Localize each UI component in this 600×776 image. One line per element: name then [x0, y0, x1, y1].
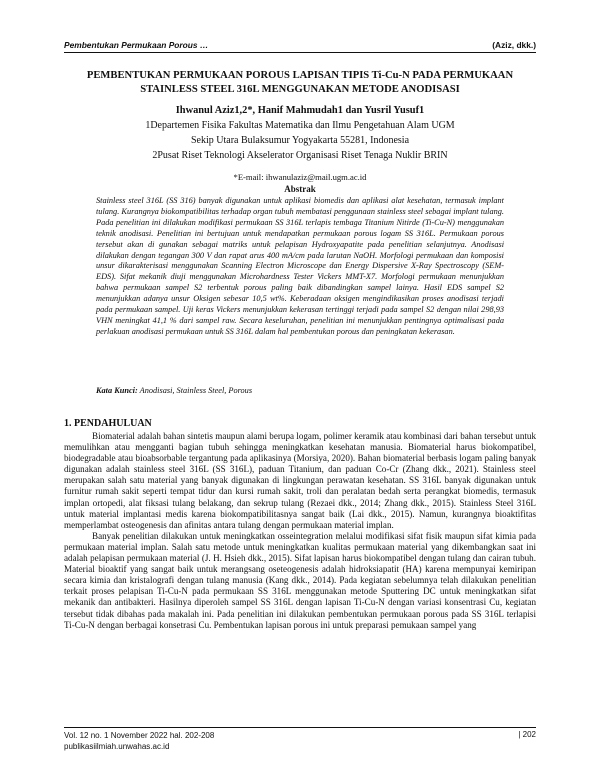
section-body-pendahuluan — [64, 431, 536, 631]
keywords-label: Kata Kunci: — [96, 386, 138, 395]
affiliation-1-line-1: 1Departemen Fisika Fakultas Matematika dan Ilmu Pengetahuan Alam UGM — [145, 120, 455, 131]
affiliation-1-line-2: Sekip Utara Bulaksumur Yogyakarta 55281, Indonesia — [190, 135, 410, 146]
footer-volume: Vol. 12 no. 1 November 2022 hal. 202-208 — [64, 731, 215, 740]
paper-title — [64, 69, 536, 97]
running-header — [64, 40, 536, 53]
footer-divider — [64, 727, 536, 728]
section-heading-pendahuluan: 1. PENDAHULUAN — [64, 418, 152, 429]
paper-title-line-1: PEMBENTUKAN PERMUKAAN POROUS LAPISAN TIPIS Ti-Cu-N PADA PERMUKAAN — [86, 70, 514, 81]
footer-journal-info — [64, 730, 214, 752]
abstract-heading: Abstrak — [284, 184, 316, 194]
author-list: Ihwanul Aziz1,2*, Hanif Mahmudah1 dan Yusril Yusuf1 — [175, 105, 425, 116]
footer-website: publikasiilmiah.unwahas.ac.id — [64, 742, 170, 751]
keywords-value: Anodisasi, Stainless Steel, Porous — [139, 386, 253, 395]
author-email: *E-mail: ihwanulaziz@mail.ugm.ac.id — [233, 172, 367, 182]
paragraph-2: Banyak penelitian dilakukan untuk meningkatkan osseintegration melalui modifikasi sifat fisik maupun sifat kimia pada permukaan material implan. Salah satu metode untuk meningkatkan kualitas permukaan material yang dikembangkan saat ini adalah pelapisan permukaan material (J. H. Hsieh dkk., 2015). Sifat lapisan harus biokompatibel dengan tulang dan cairan tubuh. Material bioaktif yang sangat baik untuk merangsang oseteogenesis adalah hidroksiapatit (HA) karena mempunyai kemiripan secara kimia dan kristalografi dengan tulang manusia (Kang dkk., 2014). Pada kegiatan sebelumnya telah dilakukan penelitian terkait proses pelapisan Ti-Cu-N pada permukaan SS 316L menggunakan metode Sputtering DC untuk meningkatkan sifat mekanik dan antibakteri. Hasilnya diperoleh sampel SS 316L dengan lapisan Ti-Cu-N dengan variasi konsentrasi Cu, kegiatan tersebut tidak dibahas pada makalah ini. Pada penelitian ini dilakukan pembentukan permukaan porous pada SS 316L terlapisi Ti-Cu-N dengan berbagai konsetrasi Cu. Pembentukan lapisan porous ini untuk preparasi pemukaan sampel yang — [64, 530, 536, 630]
keywords — [96, 386, 504, 395]
abstract-text: Stainless steel 316L (SS 316) banyak digunakan untuk aplikasi biomedis dan aplikasi alat kesehatan, termasuk implant tulang. Kurangnya biokompatibilitas terhadap organ tubuh membatasi penggunaan stainless steel sebagai implant tulang. Pada penelitian ini dilakukan modifikasi permukaan SS 316L terlapis tembaga Titanium Nitirde (Ti-Cu-N) menggunakan teknik anodisasi. Penelitian ini bertujuan untuk mendapatkan permukaan porous logam SS 316L. Permukaan porous tersebut akan di gunakan sebagai matriks untuk pelapisan Hydroxyapatite pada penelitian selanjutnya. Anodisasi dilakukan dengan tegangan 300 V dan rapat arus 400 mA/cm pada larutan NaOH. Morfologi permukaan dan komposisi unsur dikarakterisasi menggunakan Scanning Electron Microscope dan Energy Dispersive X-Ray Spectroscopy (SEM-EDS). Sifat mekanik diuji menggunakan Microhardness Tester Vickers MMT-X7. Morfologi permukaan menunjukkan bahwa permukaan sampel S2 terbentuk porous paling baik dibandingkan sampel lainya. Hasil EDS sampel S2 menunjukkan adanya unsur Oksigen sebesar 10,5 wt%. Keberadaan oksigen mengindikasikan proses anodisasi terjadi pada permukaan sampel. Uji keras Vickers menunjukkan kekerasan tertinggi terjadi pada sampel S2 dengan nilai 298,93 VHN meningkat 41,1 % dari sampel raw. Secara keseluruhan, penelitian ini menunjukkan pentingnya optimalisasi pada perlakuan anodisasi permukaan untuk SS 316L dalam hal pembentukan porous dan peningkatan kekerasan. — [96, 196, 504, 336]
running-header-left: Pembentukan Permukaan Porous … — [64, 40, 209, 50]
footer-page-number: | 202 — [518, 730, 536, 739]
paper-title-line-2: STAINLESS STEEL 316L MENGGUNAKAN METODE ANODISASI — [140, 84, 460, 95]
affiliation-2: 2Pusat Riset Teknologi Akselerator Organisasi Riset Tenaga Nuklir BRIN — [152, 150, 448, 161]
running-header-right: (Aziz, dkk.) — [492, 40, 536, 50]
paragraph-1: Biomaterial adalah bahan sintetis maupun alami berupa logam, polimer keramik atau kombinasi dari bahan tersebut untuk memulihkan atau mengganti bagian tubuh sehingga meningkatkan kesehatan manusia. Biomaterial harus biokompatibel, biodegradable atau bioabsorbable tergantung pada aplikasinya (Morsiya, 2020). Bahan biomaterial berbasis logam paling banyak digunakan adalah stainless steel 316L (SS 316L), paduan Titanium, dan paduan Co-Cr (Zhang dkk., 2021). Stainless steel merupakan salah satu material yang banyak digunakan di lingkungan perawatan kesehatan. SS 316L banyak digunakan untuk furnitur rumah sakit seperti tempat tidur dan kursi rumah sakit, troli dan peralatan bedah serta perangkat biomedis, termasuk implan ortopedi, alat fiksasi tulang belakang, dan sekrup tulang (Rezaei dkk., 2014; Zhang dkk., 2015). Stainless Steel 316L untuk material implantasi medis karena biokompatibilitasnya sangat baik (Lai dkk., 2015). Namun, kurangnya bioaktifitas memperlambat osteogenesis dan afinitas antara tulang dengan permukaan material implan. — [64, 431, 536, 530]
